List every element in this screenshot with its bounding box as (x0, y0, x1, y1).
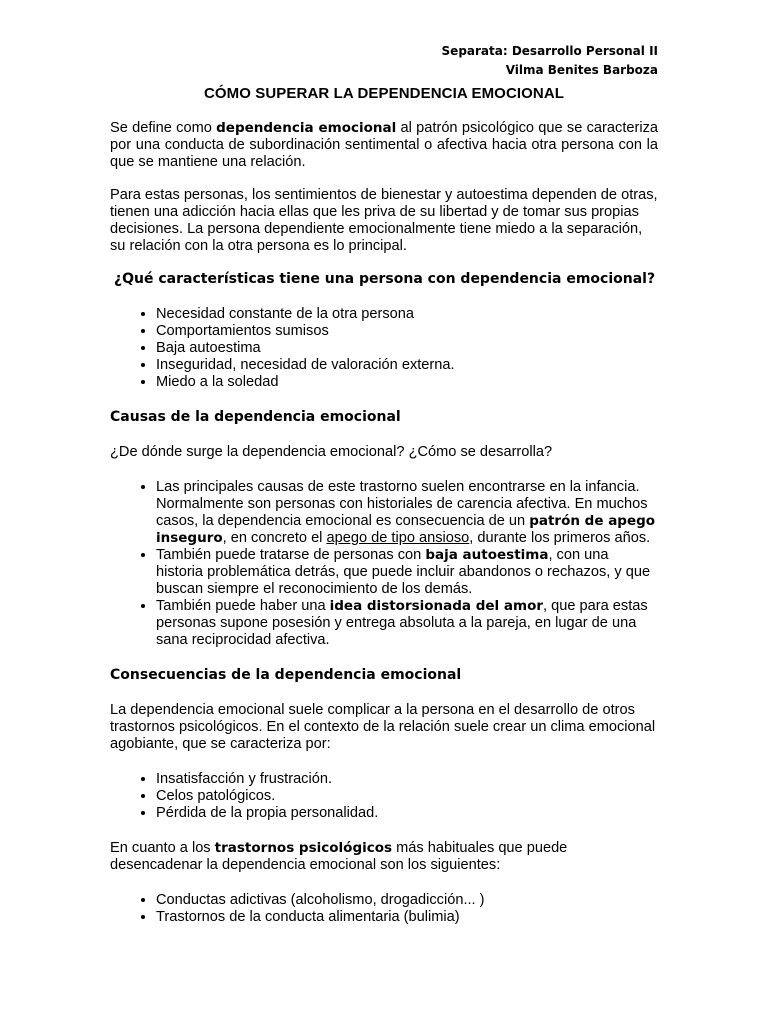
characteristics-heading: ¿Qué características tiene una persona con dependencia emocional? (114, 271, 656, 287)
apego-link[interactable]: apego de tipo ansioso (326, 530, 470, 546)
characteristics-list (110, 306, 658, 391)
item-text: Las principales causas de este trastorno suelen encontrarse en la infancia. Normalmente son personas con historiales de carencia afectiva. En muchos casos, la dependencia emocional es consecuencia de un (156, 479, 648, 529)
intro-text-rest: al patrón psicológico que se caracteriza por una conducta de subordinación sentimental o afectiva hacia otra persona con la que se mantiene una relación. (110, 120, 659, 170)
list-item: • Comportamientos sumisos (156, 323, 658, 340)
document-title: CÓMO SUPERAR LA DEPENDENCIA EMOCIONAL (203, 85, 565, 102)
consequences-paragraph: La dependencia emocional suele complicar a la persona en el desarrollo de otros trastornos psicológicos. En el contexto de la relación suele crear un clima emocional agobiante, que se caracteriza por: (110, 702, 656, 752)
header-author: Vilma Benites Barboza (505, 63, 658, 77)
list-item: • Pérdida de la propia personalidad. (156, 805, 658, 822)
disorders-list (110, 892, 658, 926)
bold-term: trastornos psicológicos (214, 840, 393, 856)
disorders-paragraph (110, 840, 658, 874)
causes-question: ¿De dónde surge la dependencia emocional? ¿Cómo se desarrolla? (110, 444, 553, 460)
paragraph-text: En cuanto a los (110, 840, 215, 856)
header-course: Separata: Desarrollo Personal II (441, 44, 658, 58)
item-text: También puede haber una (156, 598, 330, 614)
intro-paragraph-2: Para estas personas, los sentimientos de bienestar y autoestima dependen de otras, tienen una adicción hacia ellas que les priva de su libertad y de tomar sus propias decisiones. La persona dependiente emocionalmente tiene miedo a la separación, su relación con la otra persona es lo principal. (110, 187, 658, 254)
item-text: , que para estas personas supone posesión y entrega absoluta a la pareja, en lugar de una sana reciprocidad afectiva. (156, 598, 648, 648)
item-text: , durante los primeros años. (469, 530, 651, 546)
list-item (156, 547, 658, 598)
list-item (156, 598, 658, 649)
causes-list (110, 479, 658, 649)
intro-bold-term: dependencia emocional (216, 120, 397, 136)
list-item: • Necesidad constante de la otra persona (156, 306, 658, 323)
list-item: • Insatisfacción y frustración. (156, 771, 658, 788)
consequences-heading: Consecuencias de la dependencia emocional (110, 667, 462, 683)
list-item: • Baja autoestima (156, 340, 658, 357)
list-item: • Miedo a la soledad (156, 374, 658, 391)
item-text: También puede tratarse de personas con (156, 547, 426, 563)
bold-term: baja autoestima (425, 547, 549, 563)
paragraph-text: más habituales que puede desencadenar la dependencia emocional son los siguientes: (110, 840, 568, 873)
causes-heading: Causas de la dependencia emocional (110, 409, 401, 425)
consequences-list (110, 771, 658, 822)
list-item: • Conductas adictivas (alcoholismo, drogadicción... ) (156, 892, 658, 909)
list-item: • Inseguridad, necesidad de valoración externa. (156, 357, 658, 374)
list-item: • Celos patológicos. (156, 788, 658, 805)
list-item (156, 479, 658, 547)
item-text: , en concreto el (222, 530, 327, 546)
bold-term: idea distorsionada del amor (329, 598, 543, 614)
list-item: • Trastornos de la conducta alimentaria (bulimia) (156, 909, 658, 926)
document-header (442, 42, 658, 80)
intro-paragraph-1 (110, 120, 658, 171)
bold-term: patrón de apego inseguro (156, 513, 656, 546)
item-text: , con una historia problemática detrás, que puede incluir abandonos o rechazos, y que buscan siempre el reconocimiento de los demás. (156, 547, 651, 597)
intro-text: Se define como (110, 120, 217, 136)
document-body (110, 120, 658, 926)
